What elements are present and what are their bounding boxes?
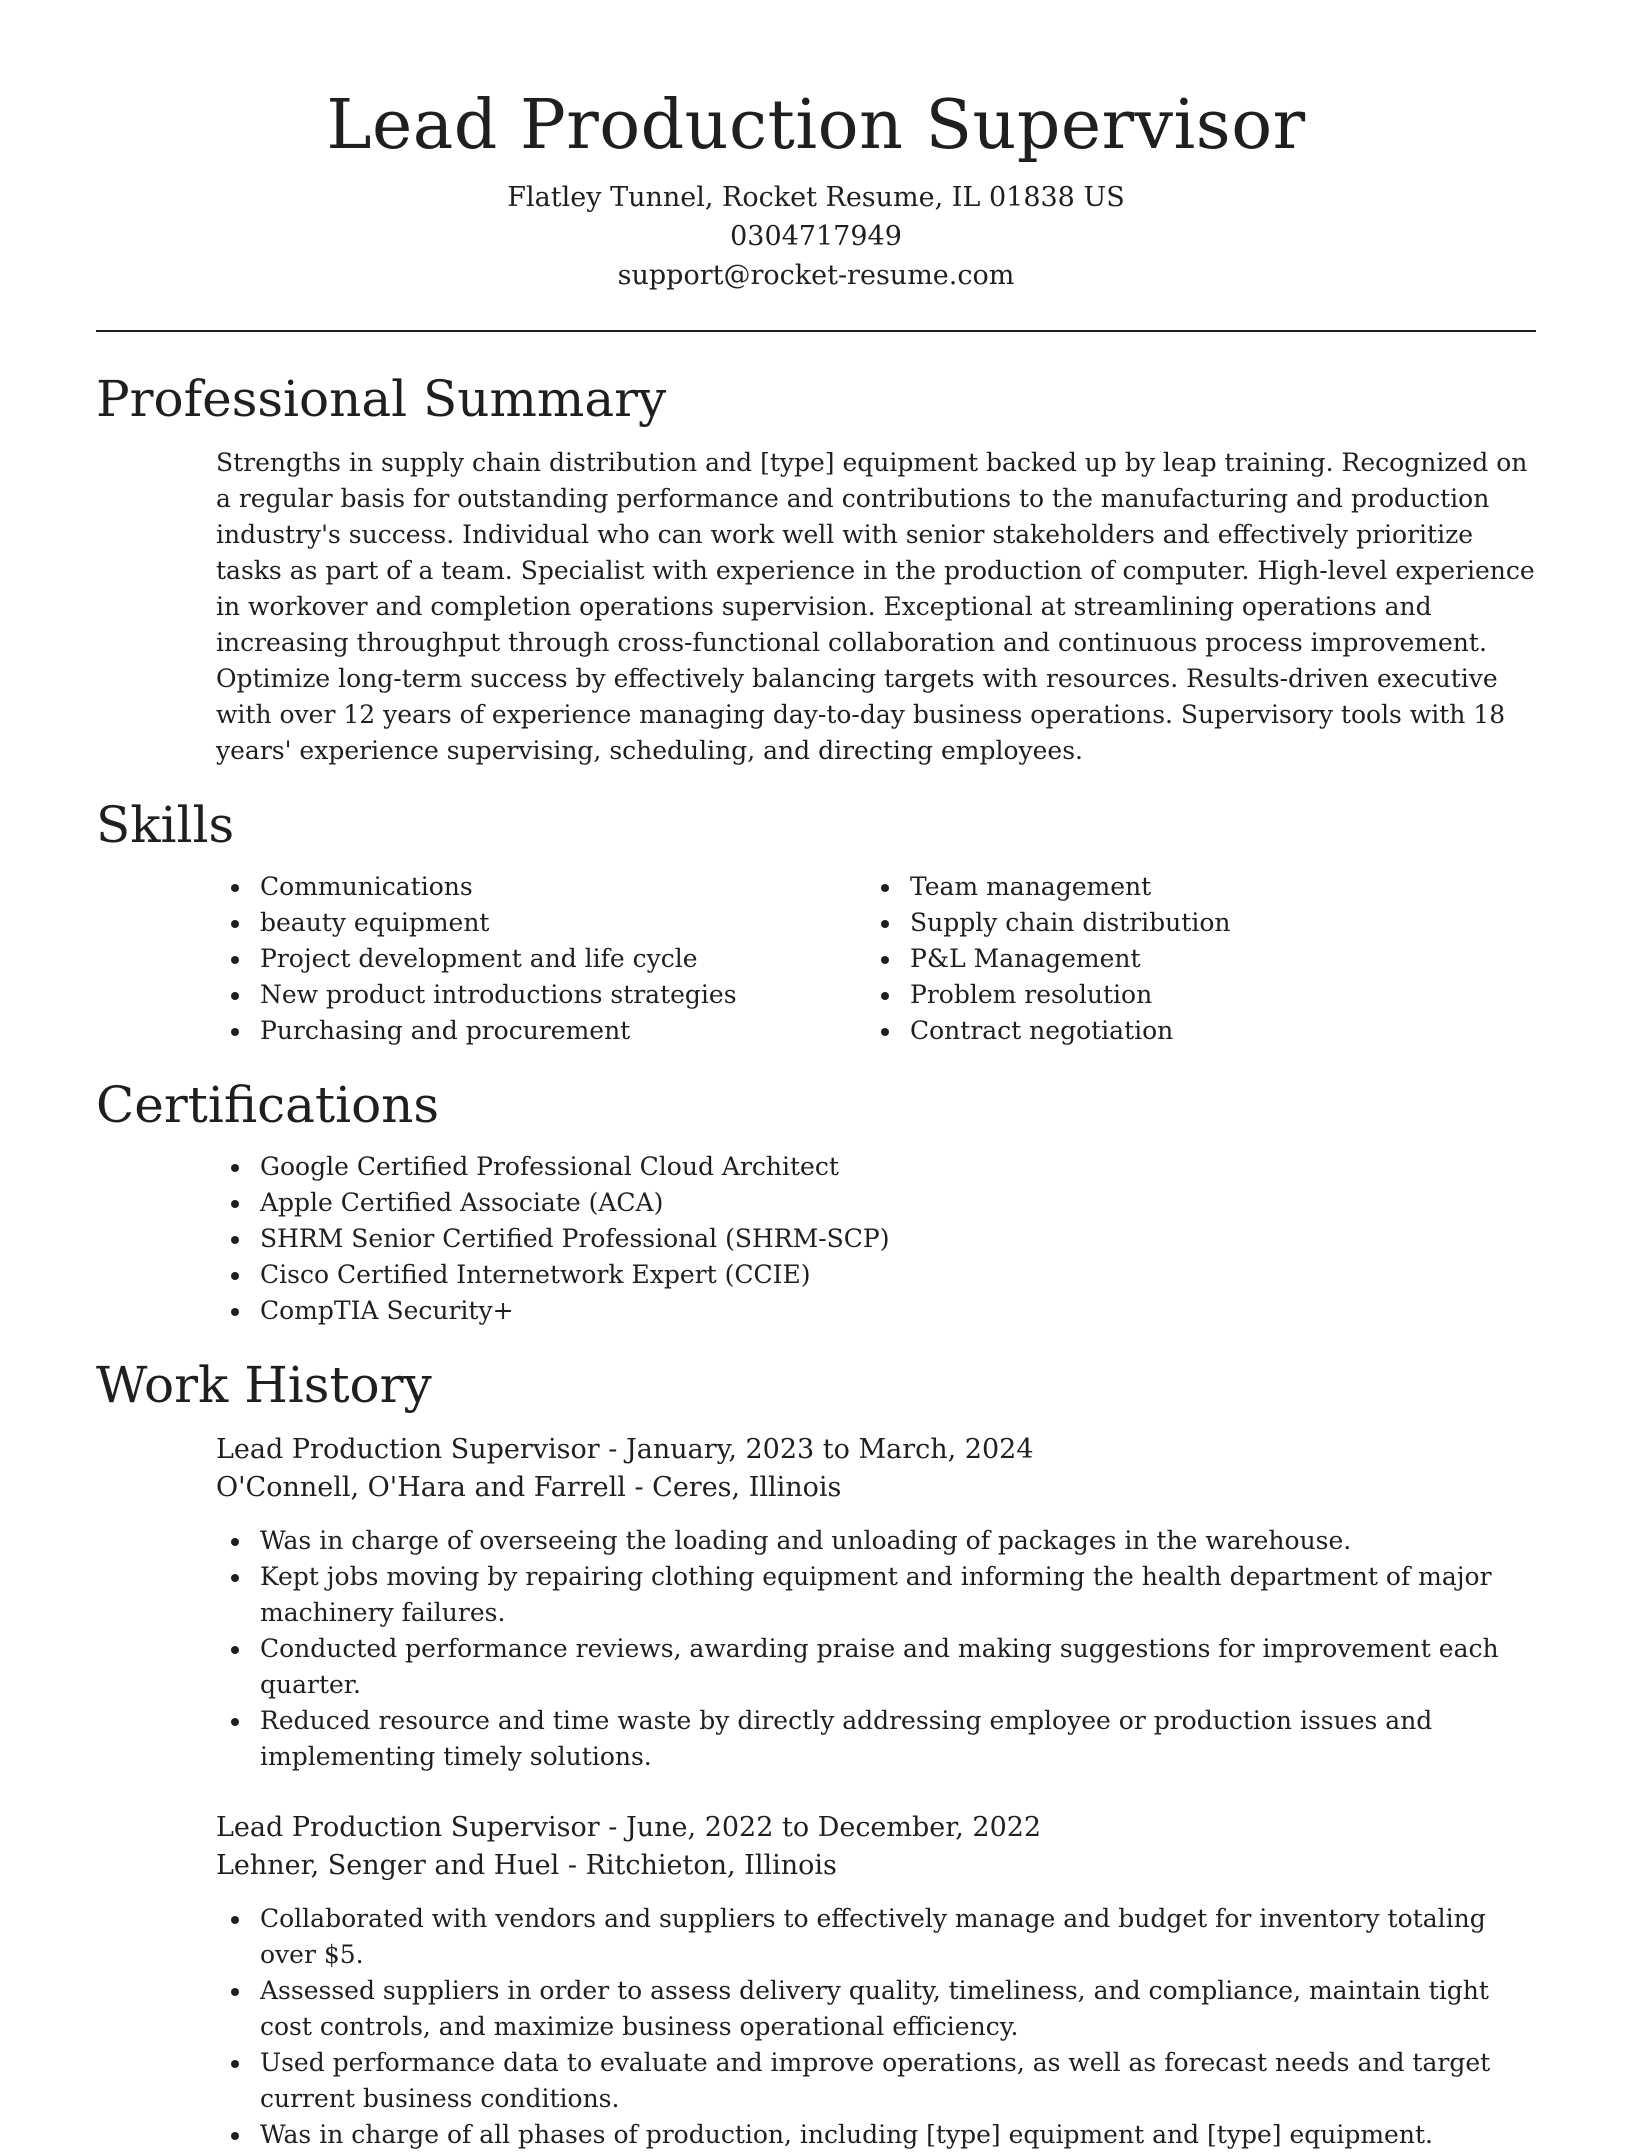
skill-item: Supply chain distribution [910, 905, 1516, 941]
job-bullet: Used performance data to evaluate and improve operations, as well as forecast needs and target current business conditions. [260, 2045, 1536, 2117]
contact-address: Flatley Tunnel, Rocket Resume, IL 01838 US [507, 182, 1125, 213]
skill-item: Purchasing and procurement [260, 1013, 866, 1049]
certifications-heading: Certifications [96, 1076, 440, 1134]
contact-email: support@rocket-resume.com [617, 260, 1015, 291]
job-bullet-list [216, 1523, 1536, 1775]
job-dates: - June, 2022 to December, 2022 [599, 1812, 1042, 1843]
job-location: - Ceres, Illinois [625, 1472, 842, 1503]
skills-column-right [866, 869, 1516, 1049]
skills-list-right [866, 869, 1516, 1049]
job-company-line [216, 1847, 1536, 1885]
skill-item: Team management [910, 869, 1516, 905]
resume-header [96, 0, 1536, 295]
skill-item: New product introductions strategies [260, 977, 866, 1013]
job-bullet: Assessed suppliers in order to assess delivery quality, timeliness, and compliance, maintain tight cost controls, and maximize business operational efficiency. [260, 1973, 1536, 2045]
work-history-section [96, 1355, 1536, 2153]
job-bullet: Kept jobs moving by repairing clothing equipment and informing the health department of major machinery failures. [260, 1559, 1536, 1631]
job-bullet: Conducted performance reviews, awarding praise and making suggestions for improvement each quarter. [260, 1631, 1536, 1703]
job-dates: - January, 2023 to March, 2024 [599, 1434, 1034, 1465]
job-company: O'Connell, O'Hara and Farrell [216, 1472, 626, 1503]
job-bullets [216, 1523, 1536, 1775]
contact-block [96, 178, 1536, 295]
job-bullet: Was in charge of overseeing the loading and unloading of packages in the warehouse. [260, 1523, 1536, 1559]
job-company-line [216, 1469, 1536, 1507]
summary-section [96, 369, 1536, 769]
job-entry [216, 1431, 1536, 1775]
certification-item: Cisco Certified Internetwork Expert (CCIE) [260, 1257, 1536, 1293]
summary-heading: Professional Summary [96, 370, 667, 428]
skill-item: Communications [260, 869, 866, 905]
certification-item: Google Certified Professional Cloud Architect [260, 1149, 1536, 1185]
skills-list-left [216, 869, 866, 1049]
job-bullet: Was in charge of all phases of production, including [type] equipment and [type] equipment. [260, 2117, 1536, 2153]
job-title: Lead Production Supervisor [216, 1812, 600, 1843]
candidate-name: Lead Production Supervisor [326, 86, 1306, 165]
job-company: Lehner, Senger and Huel [216, 1850, 560, 1881]
certifications-list-wrap [216, 1149, 1536, 1329]
skill-item: Project development and life cycle [260, 941, 866, 977]
skills-column-left [216, 869, 866, 1049]
skills-section [96, 795, 1536, 1049]
certifications-section [96, 1075, 1536, 1329]
job-title: Lead Production Supervisor [216, 1434, 600, 1465]
job-entry [216, 1809, 1536, 2153]
skill-item: beauty equipment [260, 905, 866, 941]
certifications-list [216, 1149, 1536, 1329]
certification-item: Apple Certified Associate (ACA) [260, 1185, 1536, 1221]
resume-page [96, 0, 1536, 2153]
job-title-line [216, 1809, 1536, 1847]
certification-item: SHRM Senior Certified Professional (SHRM-SCP) [260, 1221, 1536, 1257]
certification-item: CompTIA Security+ [260, 1293, 1536, 1329]
summary-text: Strengths in supply chain distribution and [type] equipment backed up by leap training. Recognized on a regular basis for outstanding performance and contributions to the manufacturing and production industry's success. Individual who can work well with senior stakeholders and effectively prioritize tasks as part of a team. Specialist with experience in the production of computer. High-level experience in workover and completion operations supervision. Exceptional at streamlining operations and increasing throughput through cross-functional collaboration and continuous process improvement. Optimize long-term success by effectively balancing targets with resources. Results-driven executive with over 12 years of experience managing day-to-day business operations. Supervisory tools with 18 years' experience supervising, scheduling, and directing employees. [216, 448, 1535, 765]
skill-item: P&L Management [910, 941, 1516, 977]
job-bullet: Reduced resource and time waste by directly addressing employee or production issues and implementing timely solutions. [260, 1703, 1536, 1775]
job-bullet-list [216, 1901, 1536, 2153]
skill-item: Problem resolution [910, 977, 1516, 1013]
job-bullet: Collaborated with vendors and suppliers to effectively manage and budget for inventory totaling over $5. [260, 1901, 1536, 1973]
header-divider [96, 330, 1536, 332]
job-title-line [216, 1431, 1536, 1469]
skills-grid [216, 869, 1536, 1049]
skill-item: Contract negotiation [910, 1013, 1516, 1049]
job-bullets [216, 1901, 1536, 2153]
job-location: - Ritchieton, Illinois [559, 1850, 837, 1881]
contact-phone: 0304717949 [730, 221, 902, 252]
work-history-heading: Work History [96, 1356, 432, 1414]
skills-heading: Skills [96, 796, 235, 854]
